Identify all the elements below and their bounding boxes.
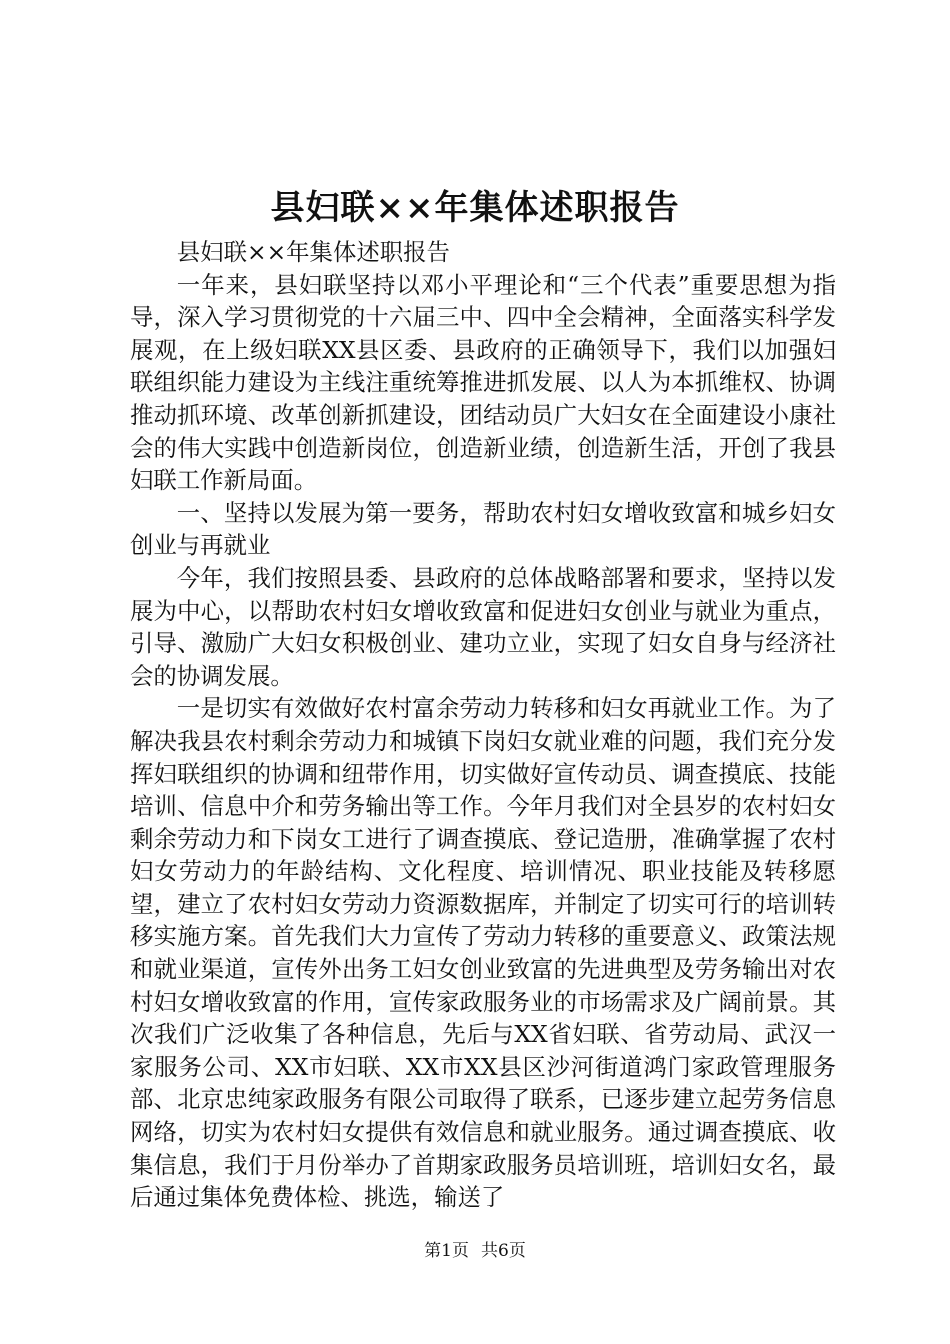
page-number: 第1页 xyxy=(424,1241,469,1261)
document-title: 县妇联××年集体述职报告 xyxy=(270,188,680,228)
page-footer xyxy=(0,1240,950,1262)
section-heading: 一、坚持以发展为第一要务，帮助农村妇女增收致富和城乡妇女创业与再就业 xyxy=(130,498,836,560)
document-body xyxy=(130,236,836,1214)
body-paragraph: 一是切实有效做好农村富余劳动力转移和妇女再就业工作。为了解决我县农村剩余劳动力和城镇下岗妇女就业难的问题，我们充分发挥妇联组织的协调和纽带作用，切实做好宣传动员、调查摸底、技能培训、信息中介和劳务输出等工作。今年月我们对全县岁的农村妇女剩余劳动力和下岗女工进行了调查摸底、登记造册，准确掌握了农村妇女劳动力的年龄结构、文化程度、培训情况、职业技能及转移愿望，建立了农村妇女劳动力资源数据库，并制定了切实可行的培训转移实施方案。首先我们大力宣传了劳动力转移的重要意义、政策法规和就业渠道，宣传外出务工妇女创业致富的先进典型及劳务输出对农村妇女增收致富的作用，宣传家政服务业的市场需求及广阔前景。其次我们广泛收集了各种信息，先后与XX省妇联、省劳动局、武汉一家服务公司、XX市妇联、XX市XX县区沙河街道鸿门家政管理服务部、北京忠纯家政服务有限公司取得了联系，已逐步建立起劳务信息网络，切实为农村妇女提供有效信息和就业服务。通过调查摸底、收集信息，我们于月份举办了首期家政服务员培训班，培训妇女名，最后通过集体免费体检、挑选，输送了 xyxy=(130,694,836,1212)
page-total: 共6页 xyxy=(481,1241,526,1261)
body-paragraph: 一年来，县妇联坚持以邓小平理论和“三个代表”重要思想为指导，深入学习贯彻党的十六届三中、四中全会精神，全面落实科学发展观，在上级妇联XX县区委、县政府的正确领导下，我们以加强妇联组织能力建设为主线注重统筹推进抓发展、以人为本抓维权、协调推动抓环境、改革创新抓建设，团结动员广大妇女在全面建设小康社会的伟大实践中创造新岗位，创造新业绩，创造新生活，开创了我县妇联工作新局面。 xyxy=(130,270,836,495)
body-paragraph: 县妇联××年集体述职报告 xyxy=(176,238,450,266)
body-paragraph: 今年，我们按照县委、县政府的总体战略部署和要求，坚持以发展为中心，以帮助农村妇女增收致富和促进妇女创业与就业为重点，引导、激励广大妇女积极创业、建功立业，实现了妇女自身与经济社会的协调发展。 xyxy=(130,563,836,690)
